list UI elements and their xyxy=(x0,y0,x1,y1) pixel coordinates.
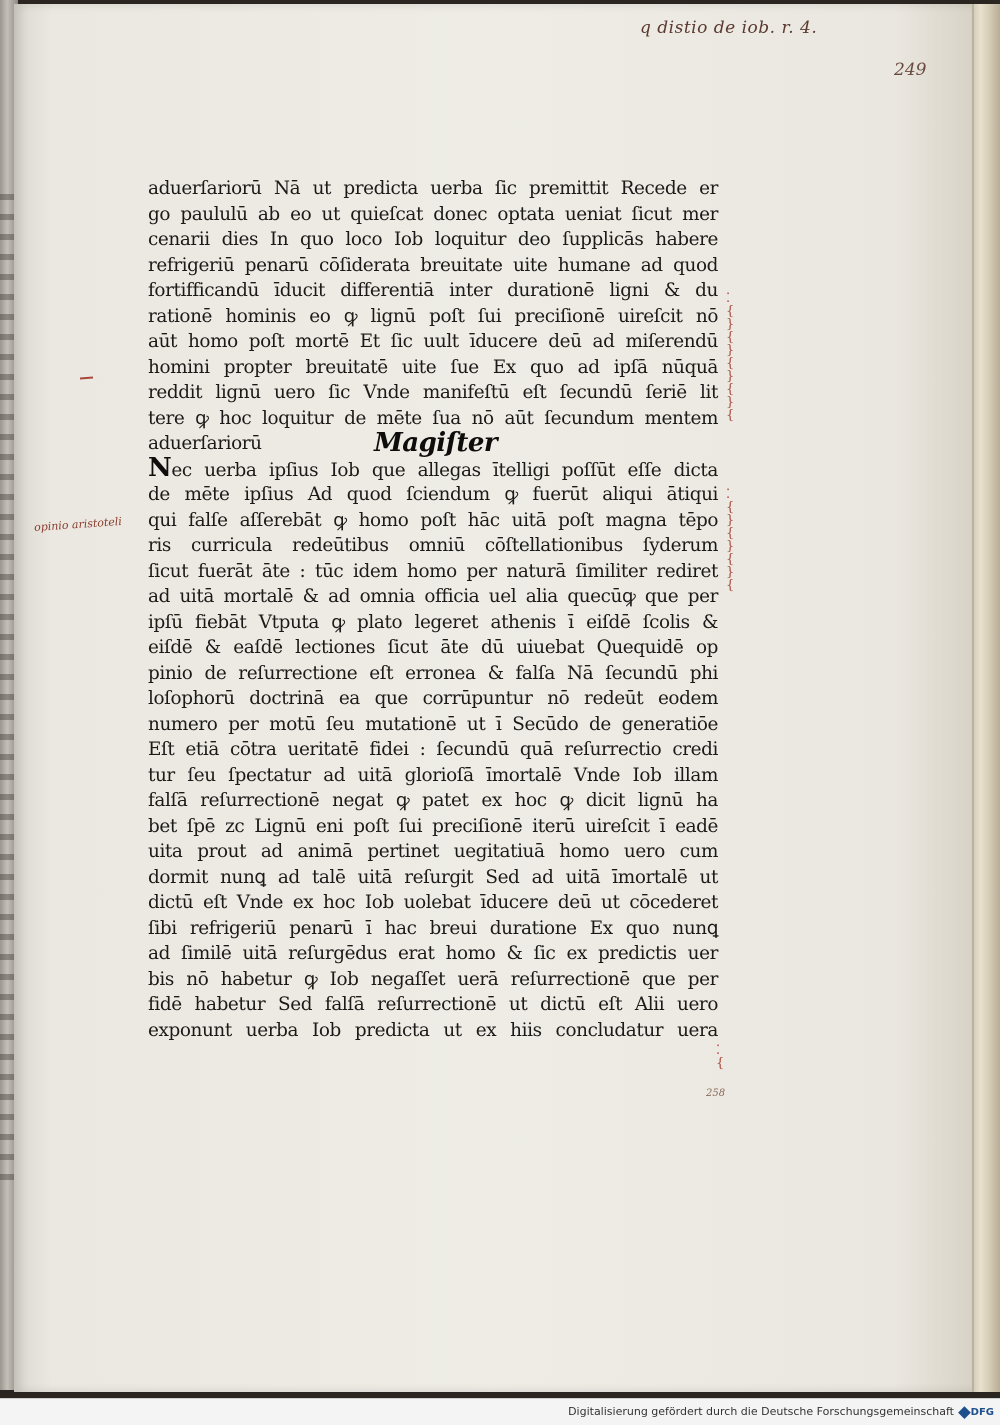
text-line: Eſt etiā cōtra ueritatē fidei : ſecundū quā reſurrectio credi xyxy=(148,739,718,760)
text-line: tur ſeu ſpectatur ad uitā glorioſā īmortalē Vnde Iob illam xyxy=(148,764,718,786)
text-line: aūt homo poſt mortē Et ſic uult īducere deū ad miſerendū xyxy=(148,331,718,352)
text-line: fortifficandū īducit differentiā inter durationē ligni & du xyxy=(148,280,718,301)
text-line: rationē hominis eo ꝙ lignū poſt ſui preciſionē uireſcit nō xyxy=(148,305,718,327)
dfg-logo xyxy=(960,1404,994,1420)
margin-number: 258 xyxy=(706,1088,726,1099)
text-line: cenarii dies In quo loco Iob loquitur deo ſupplicās habere xyxy=(148,229,718,250)
text-line-with-initial xyxy=(148,452,718,483)
initial-letter: N xyxy=(148,452,172,483)
text-line: ipſū fiebāt Vtputa ꝙ plato legeret athenis ī eiſdē ſcolis & xyxy=(148,611,718,633)
section-heading: Magiſter xyxy=(374,428,498,458)
text-line: bis nō habetur ꝙ Iob negaſſet uerā reſurrectionē que per xyxy=(148,968,718,990)
text-line: falſā reſurrectionē negat ꝙ patet ex hoc ꝙ dicit lignū ha xyxy=(148,790,718,811)
text-line: homini propter breuitatē uite ſue Ex quo ad ipſā nūquā xyxy=(148,356,718,378)
handwritten-heading: q distio de iob. r. 4. xyxy=(640,18,818,38)
text-line: refrigeriū penarū cōſiderata breuitate uite humane ad quod xyxy=(148,254,718,276)
red-bracket-mark: ⁚ { } { } { } { } { xyxy=(726,291,735,423)
text-line: ſibi refrigeriū penarū ī hac breui duratione Ex quo nunꝗ xyxy=(148,917,718,939)
text-line: pinio de reſurrectione eſt erronea & falſa Nā ſecundū phi xyxy=(148,662,718,684)
text-line: ris curricula redeūtibus omniū cōſtellationibus ſyderum xyxy=(148,535,718,556)
text-line: aduerſariorū Nā ut predicta uerba ſic premittit Recede er xyxy=(148,178,718,199)
paragraph-after-heading xyxy=(148,482,718,1043)
margin-note: opinio aristoteli xyxy=(33,514,123,535)
text-line: loſophorū doctrinā ea que corrūpuntur nō redeūt eodem xyxy=(148,688,718,709)
text-line: qui falſe aſſerebāt ꝙ homo poſt hāc uitā poſt magna tēpo xyxy=(148,509,718,531)
text-line: ec uerba ipſius Iob que allegas ītelligi poſſūt eſſe dicta xyxy=(171,459,718,481)
text-line: uita prout ad animā pertinet uegitatiuā homo uero cum xyxy=(148,841,718,862)
footer-bar xyxy=(0,1398,1000,1425)
text-line: eiſdē & eaſdē lectiones ſicut āte dū uiuebat Quequidē op xyxy=(148,637,718,658)
dfg-logo-text: DFG xyxy=(970,1406,994,1418)
text-line: bet ſpē zc Lignū eni poſt ſui preciſionē iterū uireſcit ī eadē xyxy=(148,815,718,837)
folio-number: 249 xyxy=(894,60,927,80)
text-line: de mēte ipſius Ad quod ſciendum ꝙ fuerūt aliqui ātiqui xyxy=(148,484,718,505)
text-line: ad uitā mortalē & ad omnia officia uel alia quecūꝙ que per xyxy=(148,586,718,607)
text-line: numero per motū ſeu mutationē ut ī Secūdo de generatiōe xyxy=(148,713,718,735)
dfg-mark-icon xyxy=(958,1406,970,1418)
paragraph-before-heading xyxy=(148,176,718,431)
heading-line xyxy=(148,428,718,458)
text-line: go paululū ab eo ut quieſcat donec optata ueniat ſicut mer xyxy=(148,203,718,225)
text-line: dictū eſt Vnde ex hoc Iob uolebat īducere deū ut cōcederet xyxy=(148,892,718,913)
red-bracket-mark: ⁚ { xyxy=(716,1043,725,1071)
text-line: aduerſariorū xyxy=(148,433,262,454)
text-line: tere ꝙ hoc loquitur de mēte ſua nō aūt ſecundum mentem xyxy=(148,407,718,429)
footer-credit: Digitalisierung gefördert durch die Deutsche Forschungsgemeinschaft xyxy=(568,1405,954,1418)
text-line: reddit lignū uero ſic Vnde manifeſtū eſt ſecundū ſeriē lit xyxy=(148,382,718,403)
text-line: ſicut fuerāt āte : tūc idem homo per naturā ſimiliter rediret xyxy=(148,560,718,582)
text-line: exponunt uerba Iob predicta ut ex hiis concludatur uera xyxy=(148,1019,718,1041)
text-line: dormit nunꝗ ad talē uitā reſurgit Sed ad uitā īmortalē ut xyxy=(148,866,718,888)
text-line: ad ſimilē uitā reſurgēdus erat homo & ſic ex predictis uer xyxy=(148,943,718,964)
red-bracket-mark: ⁚ { } { } { } { xyxy=(726,487,735,593)
text-line: fidē habetur Sed falſā reſurrectionē ut dictū eſt Alii uero xyxy=(148,994,718,1015)
main-text-block xyxy=(148,176,718,1043)
book-fore-edge xyxy=(972,4,1000,1392)
